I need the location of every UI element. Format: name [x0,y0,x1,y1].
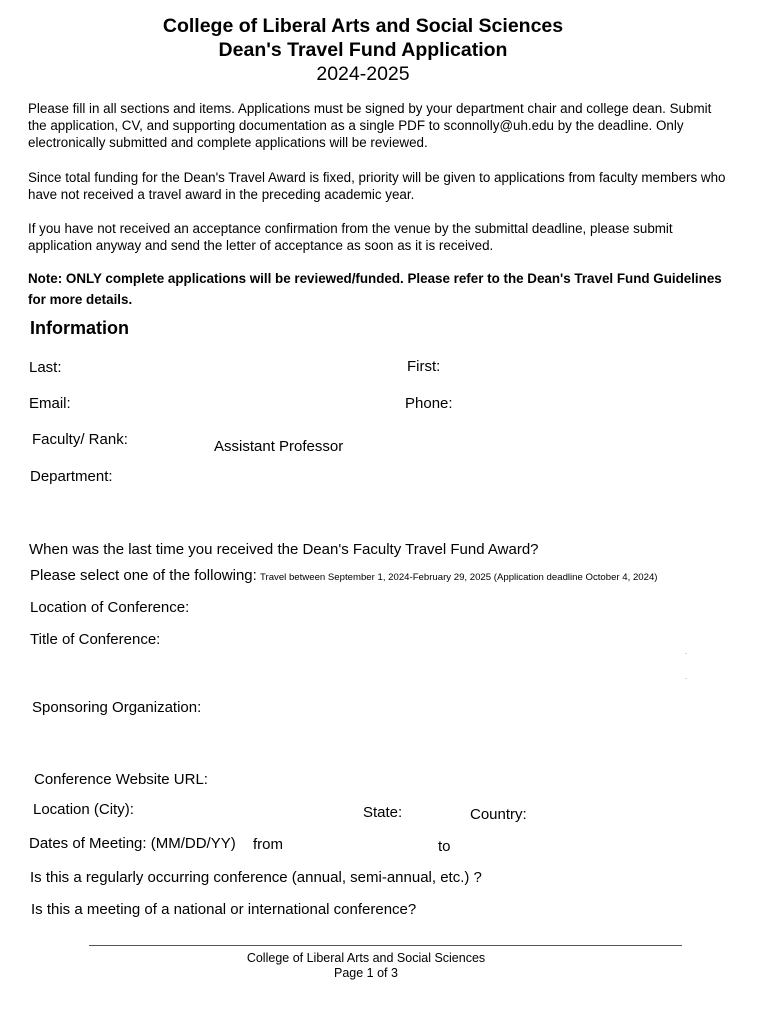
state-label: State: [363,804,403,821]
from-label: from [253,836,283,853]
last-award-question: When was the last time you received the Dean's Faculty Travel Fund Award? [29,541,539,558]
conference-location-label: Location of Conference: [30,599,190,616]
phone-label: Phone: [405,395,453,412]
department-label: Department: [30,468,113,485]
city-field[interactable] [142,799,352,819]
page-number: Page 1 of 3 [334,966,398,980]
to-label: to [438,838,451,855]
academic-year: 2024-2025 [316,63,410,85]
regular-conference-field[interactable] [492,867,732,887]
first-name-label: First: [407,358,441,375]
country-field[interactable] [532,804,732,824]
footer-divider [89,945,682,946]
phone-field[interactable] [460,393,740,413]
first-name-field[interactable] [450,356,740,376]
sponsoring-organization-field[interactable] [210,697,736,717]
conference-location-field[interactable] [196,597,736,617]
country-label: Country: [470,806,527,823]
faculty-rank-select[interactable]: Assistant Professor [214,438,344,455]
sponsoring-organization-label: Sponsoring Organization: [32,699,202,716]
note-paragraph: Note: ONLY complete applications will be reviewed/funded. Please refer to the Dean's Travel Fund Guidelines for more details. [28,271,722,307]
form-title: Dean's Travel Fund Application [218,39,508,61]
conference-title-label: Title of Conference: [30,631,161,648]
city-label: Location (City): [33,801,134,818]
end-date-field[interactable] [460,836,660,856]
meeting-dates-label: Dates of Meeting: (MM/DD/YY) [29,835,236,852]
national-conference-field[interactable] [424,899,724,919]
conference-website-label: Conference Website URL: [34,771,208,788]
last-name-label: Last: [29,359,62,376]
footer-college: College of Liberal Arts and Social Sciences [246,951,486,965]
regular-conference-question: Is this a regularly occurring conference (annual, semi-annual, etc.) ? [30,869,482,886]
email-field[interactable] [76,393,386,413]
last-name-field[interactable] [70,357,390,377]
college-title: College of Liberal Arts and Social Sciences [162,15,564,37]
section-title-information: Information [30,318,129,338]
department-field[interactable] [118,466,618,486]
instructions-paragraph-1: Please fill in all sections and items. Applications must be signed by your department chair and college dean. Submit the application, CV, and supporting documentation as a single PDF to sconnolly@uh.edu by the deadline. Only electronically submitted and complete applications will be reviewed. [28,101,712,150]
start-date-field[interactable] [290,834,430,854]
conference-website-field[interactable] [216,769,736,789]
field-marker: . [685,672,688,681]
conference-title-field[interactable] [170,629,736,649]
instructions-paragraph-2: Since total funding for the Dean's Travel Award is fixed, priority will be given to applications from faculty members who have not received a travel award in the preceding academic year. [28,170,726,202]
travel-period-select[interactable]: Travel between September 1, 2024-February 29, 2025 (Application deadline October 4, 2024) [260,572,658,583]
email-label: Email: [29,395,71,412]
state-field[interactable] [408,802,463,822]
faculty-rank-label: Faculty/ Rank: [32,431,128,448]
instructions-paragraph-3: If you have not received an acceptance confirmation from the venue by the submittal deadline, please submit application anyway and send the letter of acceptance as soon as it is received. [28,221,673,253]
select-period-label: Please select one of the following: [30,567,257,584]
national-conference-question: Is this a meeting of a national or international conference? [31,901,417,918]
field-marker: . [685,647,688,656]
